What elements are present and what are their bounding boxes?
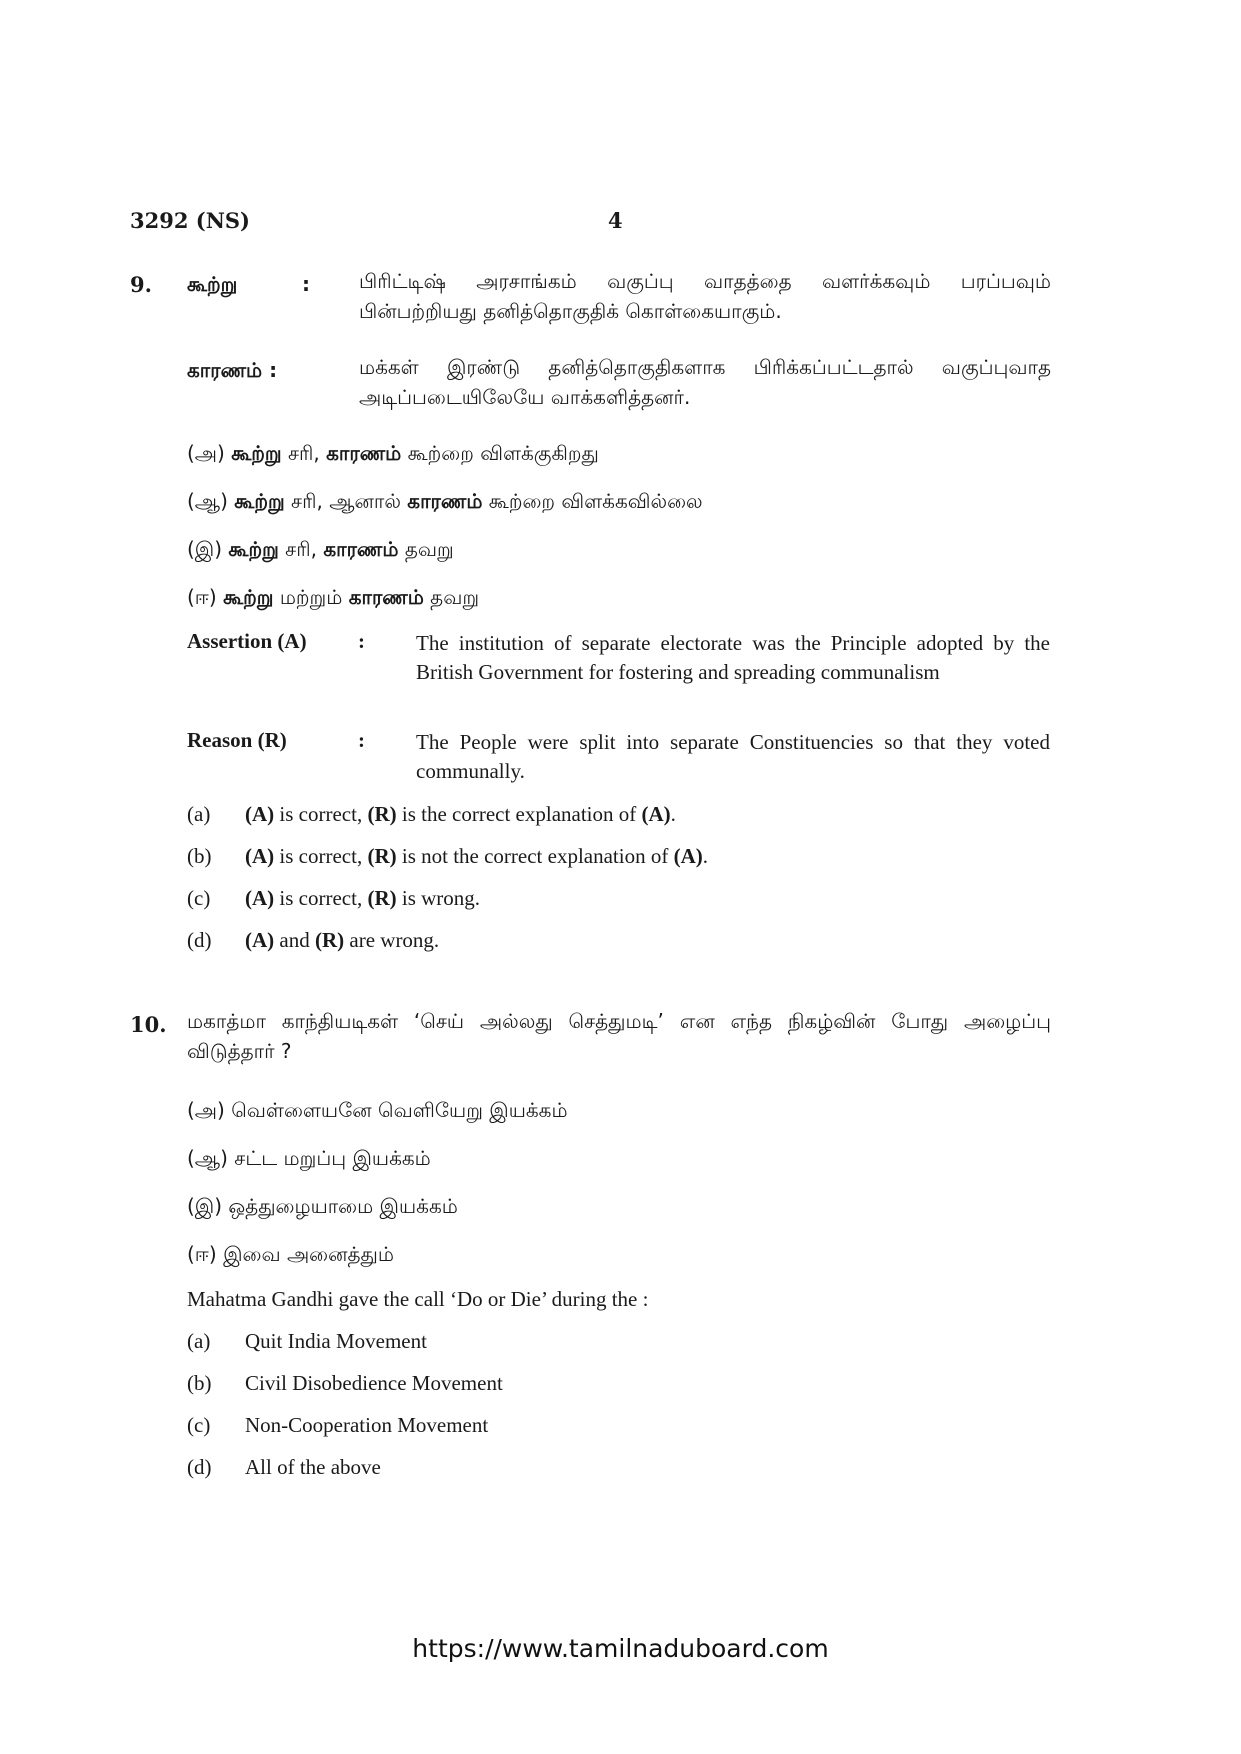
r-marker: (R)	[314, 928, 345, 952]
assertion-word: கூற்று	[231, 441, 282, 465]
option-label: (c)	[187, 886, 211, 910]
option-ta-4[interactable]	[187, 1242, 394, 1269]
paper-code: 3292 (NS)	[130, 208, 250, 233]
option-label: (b)	[187, 844, 212, 868]
option-text: கூற்றை விளக்குகிறது	[401, 441, 599, 465]
option-label: (ஈ)	[187, 585, 217, 609]
assertion-text-en: The institution of separate electorate was the Principle adopted by the British Government for fostering and spreading communalism	[416, 631, 1050, 684]
option-label: (a)	[187, 802, 211, 826]
option-text: is correct,	[274, 802, 368, 826]
assertion-label-en: Assertion (A)	[187, 629, 307, 653]
option-en-b[interactable]	[187, 1371, 503, 1396]
question-number-10: 10.	[130, 1012, 167, 1037]
a-marker: (A)	[245, 844, 275, 868]
reason-text-ta: மக்கள் இரண்டு தனித்தொகுதிகளாக பிரிக்கப்பட்டதால் வகுப்புவாத அடிப்படையிலேயே வாக்களித்தனர்.	[359, 355, 1051, 409]
option-text: All of the above	[245, 1455, 381, 1479]
r-marker: (R)	[367, 844, 397, 868]
option-text: .	[702, 844, 709, 868]
reason-colon-en: :	[358, 728, 365, 752]
option-en-d[interactable]	[187, 928, 439, 953]
option-text: Quit India Movement	[245, 1329, 427, 1353]
a-marker: (A)	[245, 886, 275, 910]
option-text: வெள்ளையனே வெளியேறு இயக்கம்	[231, 1098, 568, 1122]
option-en-a[interactable]	[187, 802, 676, 827]
option-label: (அ)	[187, 441, 225, 465]
assertion-colon-ta: :	[302, 272, 310, 296]
option-text: is wrong.	[396, 886, 481, 910]
r-marker: (R)	[367, 886, 397, 910]
option-text: இவை அனைத்தும்	[223, 1242, 394, 1266]
option-label: (ஆ)	[187, 1146, 228, 1170]
option-text: is correct,	[274, 844, 368, 868]
option-text: Non-Cooperation Movement	[245, 1413, 489, 1437]
option-text: சரி,	[281, 441, 327, 465]
reason-word: காரணம்	[407, 489, 483, 513]
option-label: (d)	[187, 1455, 212, 1479]
option-text: ஒத்துழையாமை இயக்கம்	[228, 1194, 458, 1218]
option-ta-2[interactable]	[187, 489, 703, 516]
reason-label-en: Reason (R)	[187, 728, 287, 752]
option-text: தவறு	[398, 537, 454, 561]
option-ta-3[interactable]	[187, 1194, 458, 1221]
assertion-colon-en: :	[358, 629, 365, 653]
option-en-b[interactable]	[187, 844, 708, 869]
option-text: சரி, ஆனால்	[284, 489, 408, 513]
option-text: கூற்றை விளக்கவில்லை	[482, 489, 703, 513]
reason-text-en: The People were split into separate Constituencies so that they voted communally.	[416, 730, 1050, 783]
a-marker: (A)	[245, 802, 275, 826]
option-label: (அ)	[187, 1098, 225, 1122]
option-ta-4[interactable]	[187, 585, 479, 612]
option-en-c[interactable]	[187, 886, 480, 911]
option-text: சட்ட மறுப்பு இயக்கம்	[234, 1146, 431, 1170]
option-text: is correct,	[274, 886, 368, 910]
option-en-a[interactable]	[187, 1329, 427, 1354]
option-label: (இ)	[187, 537, 223, 561]
assertion-word: கூற்று	[223, 585, 274, 609]
assertion-text-ta: பிரிட்டிஷ் அரசாங்கம் வகுப்பு வாதத்தை வளர்க்கவும் பரப்பவும் பின்பற்றியது தனித்தொகுதிக் கொள்கையாகும்.	[359, 269, 1051, 323]
assertion-word: கூற்று	[234, 489, 285, 513]
question-text-ta: மகாத்மா காந்தியடிகள் ‘செய் அல்லது செத்துமடி’ என எந்த நிகழ்வின் போது அழைப்பு விடுத்தார் ?	[187, 1009, 1051, 1063]
reason-word: காரணம்	[323, 537, 399, 561]
assertion-label-ta: கூற்று	[187, 272, 238, 296]
footer-url-link[interactable]: https://www.tamilnaduboard.com	[412, 1634, 829, 1663]
question-number-9: 9.	[130, 272, 152, 297]
option-ta-1[interactable]	[187, 441, 599, 468]
option-ta-3[interactable]	[187, 537, 454, 564]
option-text: is the correct explanation of	[396, 802, 642, 826]
option-text: Civil Disobedience Movement	[245, 1371, 503, 1395]
option-label: (ஈ)	[187, 1242, 217, 1266]
option-text: .	[670, 802, 676, 826]
r-marker: (R)	[367, 802, 397, 826]
reason-word: காரணம்	[326, 441, 402, 465]
reason-word: காரணம்	[348, 585, 424, 609]
option-text: சரி,	[278, 537, 324, 561]
question-text-en: Mahatma Gandhi gave the call ‘Do or Die’ during the :	[187, 1287, 649, 1311]
option-text: is not the correct explanation of	[396, 844, 674, 868]
page-number: 4	[608, 208, 623, 233]
option-text: and	[274, 928, 315, 952]
option-ta-2[interactable]	[187, 1146, 431, 1173]
option-label: (ஆ)	[187, 489, 228, 513]
a-marker: (A)	[641, 802, 671, 826]
option-label: (a)	[187, 1329, 211, 1353]
option-text: தவறு	[423, 585, 480, 609]
option-en-c[interactable]	[187, 1413, 488, 1438]
reason-label-ta: காரணம் :	[187, 358, 278, 382]
option-ta-1[interactable]	[187, 1098, 568, 1125]
a-marker: (A)	[245, 928, 275, 952]
a-marker: (A)	[673, 844, 703, 868]
option-label: (d)	[187, 928, 212, 952]
option-label: (b)	[187, 1371, 212, 1395]
option-text: are wrong.	[344, 928, 440, 952]
assertion-word: கூற்று	[228, 537, 279, 561]
option-label: (இ)	[187, 1194, 223, 1218]
option-label: (c)	[187, 1413, 211, 1437]
option-text: மற்றும்	[273, 585, 349, 609]
option-en-d[interactable]	[187, 1455, 381, 1480]
